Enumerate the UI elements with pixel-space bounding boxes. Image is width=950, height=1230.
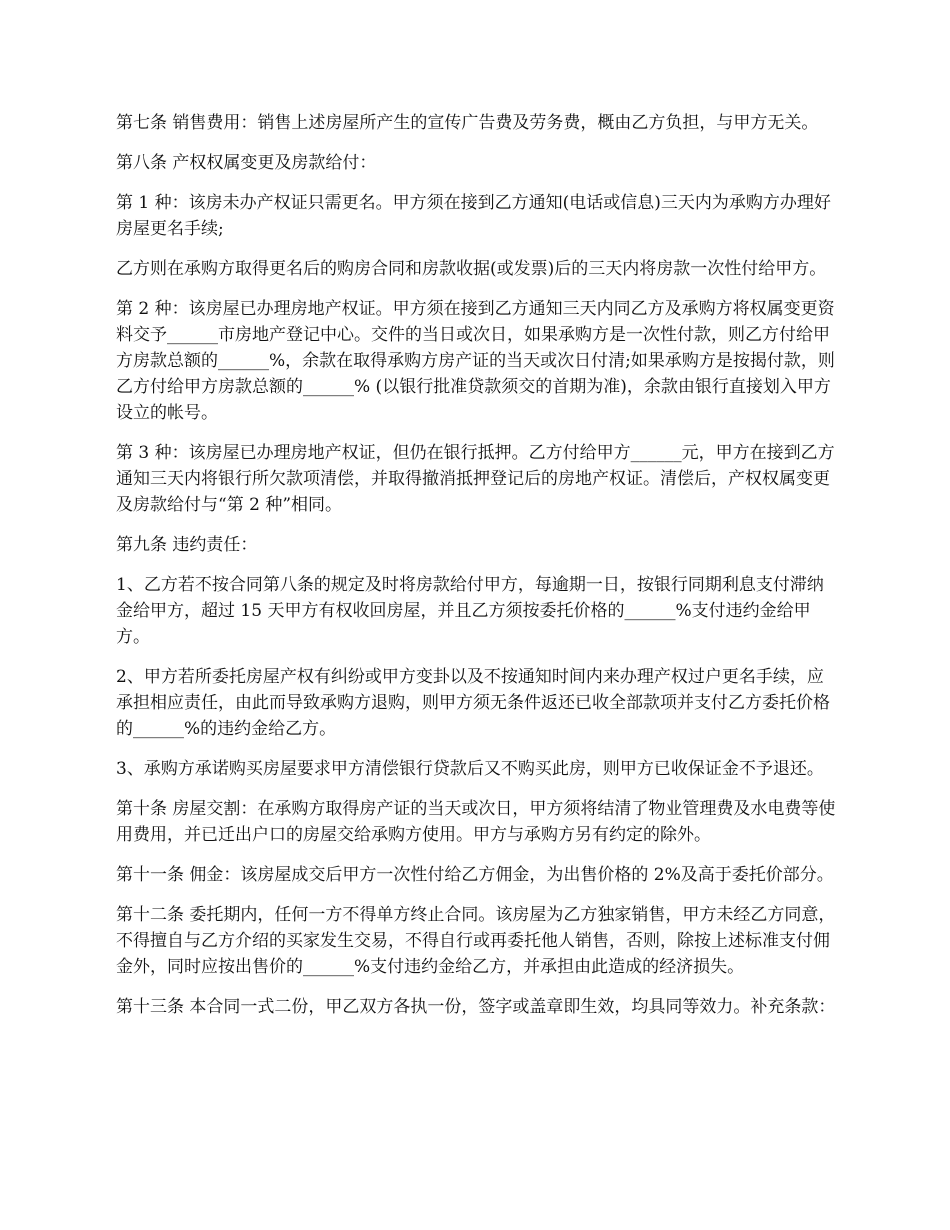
clause-11-commission: 第十一条 佣金：该房屋成交后甲方一次性付给乙方佣金，为出售价格的 2%及高于委托价部分。 [116, 865, 834, 885]
clause-9-item-1: 1、乙方若不按合同第八条的规定及时将房款给付甲方，每逾期一日，按银行同期利息支付滞纳金给甲方，超过 15 天甲方有权收回房屋，并且乙方须按委托价格的______%支付违约金给甲方。 [116, 575, 824, 647]
clause-7-sales-cost: 第七条 销售费用：销售上述房屋所产生的宣传广告费及劳务费，概由乙方负担，与甲方无关。 [116, 113, 819, 133]
clause-9-item-3: 3、承购方承诺购买房屋要求甲方清偿银行贷款后又不购买此房，则甲方已收保证金不予退还。 [116, 759, 824, 779]
clause-8-option-1-payment: 乙方则在承购方取得更名后的购房合同和房款收据(或发票)后的三天内将房款一次性付给甲方。 [116, 259, 827, 279]
clause-13-copies: 第十三条 本合同一式二份，甲乙双方各执一份，签字或盖章即生效，均具同等效力。补充条款： [116, 997, 836, 1017]
clause-10-handover: 第十条 房屋交割：在承购方取得房产证的当天或次日，甲方须将结清了物业管理费及水电费等使用费用，并已迁出户口的房屋交给承购方使用。甲方与承购方另有约定的除外。 [116, 799, 836, 845]
clause-9-item-2: 2、甲方若所委托房屋产权有纠纷或甲方变卦以及不按通知时间内来办理产权过户更名手续，应承担相应责任，由此而导致承购方退购，则甲方须无条件返还已收全部款项并支付乙方委托价格的______%的违约金给乙方。 [116, 667, 830, 739]
clause-9-heading: 第九条 违约责任： [116, 535, 258, 555]
clause-8-option-3: 第 3 种：该房屋已办理房地产权证，但仍在银行抵押。乙方付给甲方______元，甲方在接到乙方通知三天内将银行所欠款项清偿，并取得撤消抵押登记后的房地产权证。清偿后，产权权属变更及房款给付与“第 2 种”相同。 [116, 443, 835, 515]
clause-8-option-2: 第 2 种：该房屋已办理房地产权证。甲方须在接到乙方通知三天内同乙方及承购方将权属变更资料交予______市房地产登记中心。交件的当日或次日，如果承购方是一次性付款，则乙方付给甲方房款总额的______%，余款在取得承购方房产证的当天或次日付清;如果承购方是按揭付款，则乙方付给甲方房款总额的______% (以银行批准贷款须交的首期为准)，余款由银行直接划入甲方设立的帐号。 [116, 299, 835, 423]
clause-8-heading: 第八条 产权权属变更及房款给付： [116, 153, 377, 173]
clause-8-option-1: 第 1 种：该房未办产权证只需更名。甲方须在接到乙方通知(电话或信息)三天内为承购方办理好房屋更名手续; [116, 193, 831, 239]
clause-12-exclusive: 第十二条 委托期内，任何一方不得单方终止合同。该房屋为乙方独家销售，甲方未经乙方同意，不得擅自与乙方介绍的买家发生交易，不得自行或再委托他人销售，否则，除按上述标准支付佣金外，同时应按出售价的______%支付违约金给乙方，并承担由此造成的经济损失。 [116, 905, 836, 977]
document-body [116, 110, 838, 1034]
